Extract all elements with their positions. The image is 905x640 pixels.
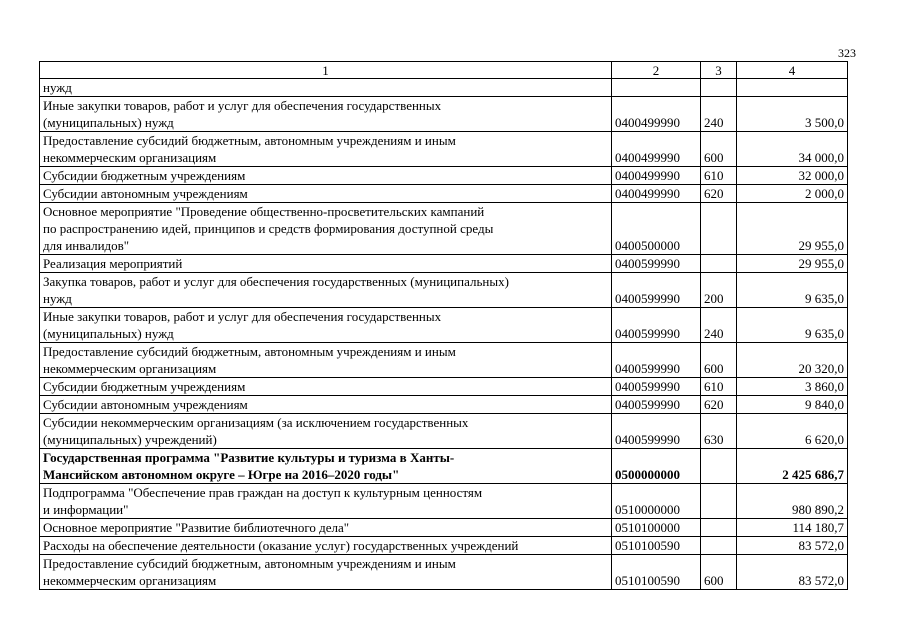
- row-name-line: Субсидии бюджетным учреждениям: [43, 168, 246, 183]
- row-name-cell: [40, 97, 612, 132]
- row-name-line: (муниципальных) нужд: [43, 326, 174, 341]
- row-vr-cell: 610: [701, 378, 737, 396]
- row-name-line: и информации": [43, 502, 129, 517]
- row-name-line: Реализация мероприятий: [43, 256, 183, 271]
- budget-table: [39, 61, 848, 590]
- row-sum-cell: 29 955,0: [737, 203, 848, 255]
- row-name-cell: [40, 132, 612, 167]
- table-row: [40, 185, 848, 203]
- row-csr-cell: 0510100590: [612, 555, 701, 590]
- row-csr-cell: 0500000000: [612, 449, 701, 484]
- row-name-line: Подпрограмма "Обеспечение прав граждан на доступ к культурным ценностям: [43, 485, 483, 500]
- row-csr-cell: 0400599990: [612, 378, 701, 396]
- row-sum-cell: 20 320,0: [737, 343, 848, 378]
- table-row: [40, 255, 848, 273]
- row-name-line: Субсидии автономным учреждениям: [43, 397, 248, 412]
- row-name-cell: [40, 378, 612, 396]
- row-sum-cell: 3 860,0: [737, 378, 848, 396]
- row-name-cell: [40, 79, 612, 97]
- header-col-name: 1: [40, 62, 612, 79]
- row-name-cell: [40, 167, 612, 185]
- row-name-line: для инвалидов": [43, 238, 130, 253]
- row-csr-cell: 0400599990: [612, 273, 701, 308]
- row-sum-cell: 3 500,0: [737, 97, 848, 132]
- row-sum-cell: 980 890,2: [737, 484, 848, 519]
- row-csr-cell: 0400599990: [612, 396, 701, 414]
- row-name-cell: [40, 185, 612, 203]
- row-name-line: Субсидии некоммерческим организациям (за исключением государственных: [43, 415, 469, 430]
- row-vr-cell: [701, 449, 737, 484]
- table-row: [40, 555, 848, 590]
- row-csr-cell: 0510000000: [612, 484, 701, 519]
- row-sum-cell: 29 955,0: [737, 255, 848, 273]
- row-vr-cell: [701, 255, 737, 273]
- row-name-line: Субсидии автономным учреждениям: [43, 186, 248, 201]
- row-vr-cell: 600: [701, 555, 737, 590]
- row-name-line: некоммерческим организациям: [43, 573, 217, 588]
- table-row: [40, 343, 848, 378]
- header-col-vr: 3: [701, 62, 737, 79]
- row-vr-cell: [701, 79, 737, 97]
- row-csr-cell: 0400599990: [612, 308, 701, 343]
- row-sum-cell: [737, 79, 848, 97]
- row-csr-cell: 0400499990: [612, 185, 701, 203]
- row-csr-cell: 0400499990: [612, 132, 701, 167]
- row-csr-cell: 0400499990: [612, 167, 701, 185]
- row-csr-cell: 0400499990: [612, 97, 701, 132]
- row-sum-cell: 2 000,0: [737, 185, 848, 203]
- table-row: [40, 378, 848, 396]
- row-vr-cell: 240: [701, 308, 737, 343]
- row-csr-cell: [612, 79, 701, 97]
- row-name-line: нужд: [43, 80, 72, 95]
- row-sum-cell: 9 635,0: [737, 273, 848, 308]
- row-sum-cell: 83 572,0: [737, 555, 848, 590]
- row-name-line: некоммерческим организациям: [43, 150, 217, 165]
- row-vr-cell: 620: [701, 185, 737, 203]
- table-body: [40, 79, 848, 590]
- table-row: [40, 414, 848, 449]
- table-row: [40, 449, 848, 484]
- table-row: [40, 396, 848, 414]
- row-csr-cell: 0510100590: [612, 537, 701, 555]
- header-col-sum: 4: [737, 62, 848, 79]
- row-sum-cell: 32 000,0: [737, 167, 848, 185]
- row-sum-cell: 6 620,0: [737, 414, 848, 449]
- row-vr-cell: [701, 519, 737, 537]
- row-name-line: Предоставление субсидий бюджетным, автономным учреждениям и иным: [43, 133, 456, 148]
- row-csr-cell: 0400599990: [612, 343, 701, 378]
- row-name-line: (муниципальных) учреждений): [43, 432, 217, 447]
- table-row: [40, 484, 848, 519]
- row-csr-cell: 0400599990: [612, 255, 701, 273]
- row-name-line: Иные закупки товаров, работ и услуг для обеспечения государственных: [43, 309, 442, 324]
- row-name-line: Субсидии бюджетным учреждениям: [43, 379, 246, 394]
- header-col-csr: 2: [612, 62, 701, 79]
- row-sum-cell: 34 000,0: [737, 132, 848, 167]
- row-name-line: Закупка товаров, работ и услуг для обеспечения государственных (муниципальных): [43, 274, 509, 289]
- row-name-cell: [40, 449, 612, 484]
- row-name-line: Основное мероприятие "Проведение общественно-просветительских кампаний: [43, 204, 485, 219]
- row-name-cell: [40, 308, 612, 343]
- row-vr-cell: 600: [701, 132, 737, 167]
- row-vr-cell: [701, 484, 737, 519]
- row-name-line: некоммерческим организациям: [43, 361, 217, 376]
- row-name-cell: [40, 203, 612, 255]
- table-row: [40, 97, 848, 132]
- row-csr-cell: 0400599990: [612, 414, 701, 449]
- row-vr-cell: [701, 203, 737, 255]
- row-name-line: Иные закупки товаров, работ и услуг для обеспечения государственных: [43, 98, 442, 113]
- row-name-line: Расходы на обеспечение деятельности (оказание услуг) государственных учреждений: [43, 538, 519, 553]
- row-name-line: нужд: [43, 291, 72, 306]
- row-sum-cell: 2 425 686,7: [737, 449, 848, 484]
- row-name-line: Предоставление субсидий бюджетным, автономным учреждениям и иным: [43, 344, 456, 359]
- row-name-line: (муниципальных) нужд: [43, 115, 174, 130]
- row-sum-cell: 83 572,0: [737, 537, 848, 555]
- row-name-cell: [40, 343, 612, 378]
- row-name-cell: [40, 484, 612, 519]
- table-row: [40, 273, 848, 308]
- row-vr-cell: [701, 537, 737, 555]
- row-vr-cell: 610: [701, 167, 737, 185]
- row-vr-cell: 620: [701, 396, 737, 414]
- row-sum-cell: 9 840,0: [737, 396, 848, 414]
- row-name-cell: [40, 555, 612, 590]
- row-vr-cell: 630: [701, 414, 737, 449]
- row-sum-cell: 9 635,0: [737, 308, 848, 343]
- table-header-row: [40, 62, 848, 79]
- table-row: [40, 132, 848, 167]
- table-row: [40, 519, 848, 537]
- row-name-cell: [40, 519, 612, 537]
- row-name-line: Государственная программа "Развитие культуры и туризма в Ханты-: [43, 450, 455, 465]
- row-name-line: по распространению идей, принципов и средств формирования доступной среды: [43, 221, 494, 236]
- row-vr-cell: 240: [701, 97, 737, 132]
- table-row: [40, 79, 848, 97]
- row-csr-cell: 0400500000: [612, 203, 701, 255]
- page-number: 323: [838, 46, 856, 60]
- table-row: [40, 537, 848, 555]
- row-name-cell: [40, 537, 612, 555]
- row-vr-cell: 200: [701, 273, 737, 308]
- row-name-cell: [40, 255, 612, 273]
- row-name-line: Основное мероприятие "Развитие библиотечного дела": [43, 520, 350, 535]
- row-name-cell: [40, 273, 612, 308]
- table-row: [40, 203, 848, 255]
- row-name-cell: [40, 414, 612, 449]
- row-name-line: Мансийском автономном округе – Югре на 2016–2020 годы": [43, 467, 400, 482]
- row-vr-cell: 600: [701, 343, 737, 378]
- row-name-cell: [40, 396, 612, 414]
- row-name-line: Предоставление субсидий бюджетным, автономным учреждениям и иным: [43, 556, 456, 571]
- row-sum-cell: 114 180,7: [737, 519, 848, 537]
- row-csr-cell: 0510100000: [612, 519, 701, 537]
- table-row: [40, 308, 848, 343]
- table-row: [40, 167, 848, 185]
